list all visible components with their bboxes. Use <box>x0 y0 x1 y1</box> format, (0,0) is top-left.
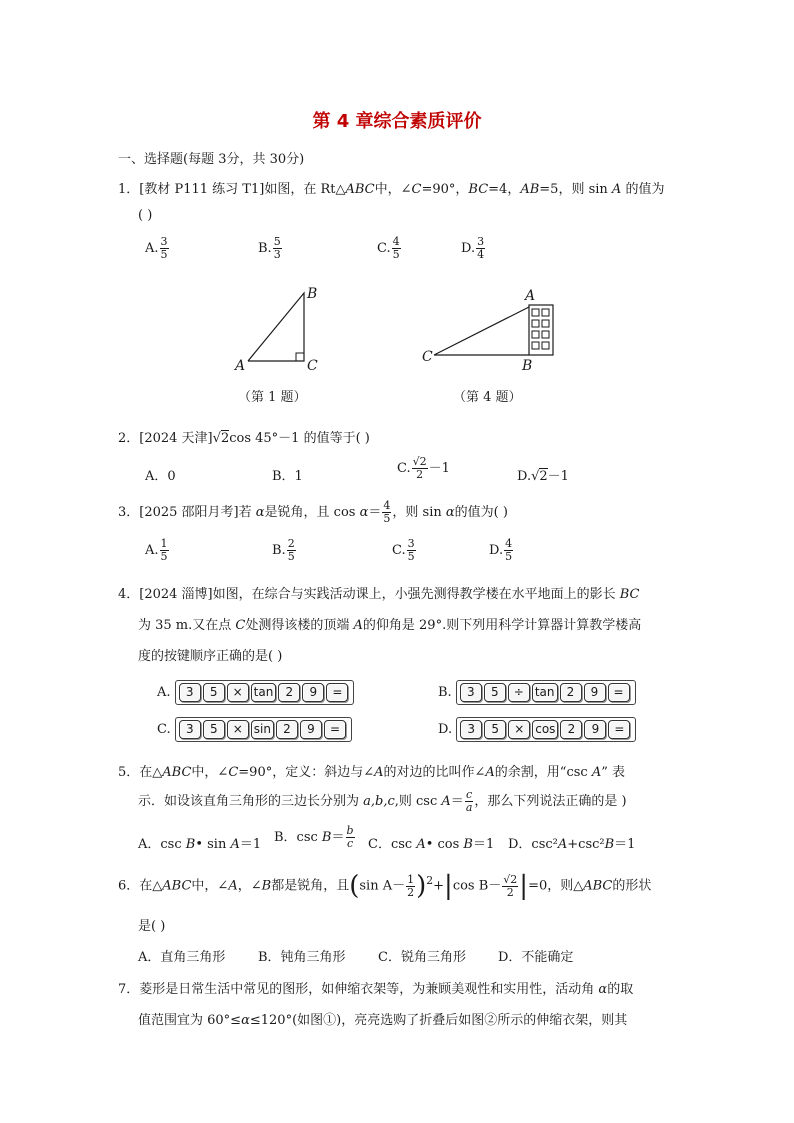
q5-angle: A <box>441 794 451 809</box>
q5-text: ＝ <box>450 794 464 809</box>
option-label: D. <box>489 543 504 558</box>
q3-text: ＝ <box>368 505 382 520</box>
option-d[interactable] <box>461 236 486 261</box>
option-text: D．csc² <box>508 837 558 852</box>
key-equals: = <box>324 720 346 739</box>
option-text: C．csc <box>368 837 417 852</box>
key-multiply: × <box>227 683 249 702</box>
q1-text: =4， <box>488 182 521 197</box>
key-equals: = <box>608 683 630 702</box>
option-d[interactable] <box>517 465 569 484</box>
denominator: 5 <box>383 512 391 525</box>
vertex-label-a: A <box>235 358 246 374</box>
numerator: 4 <box>505 537 513 550</box>
q5-text: ” 表 <box>601 765 625 780</box>
q5-angle: C <box>228 765 239 780</box>
q3-alpha: α <box>359 505 369 520</box>
q1-text: =5，则 sin <box>539 182 612 197</box>
option-b[interactable] <box>272 538 297 563</box>
numerator: 3 <box>407 537 415 550</box>
option-label: D. <box>438 722 453 737</box>
option-label: D. <box>461 241 476 256</box>
option-label: C. <box>157 722 171 737</box>
sqrt-symbol: √ <box>212 431 221 446</box>
question-6-line-1: 6．在△ABC中，∠A，∠B都是锐角，且(sin A－ $\frac{1}{2}$ )$^2$+|cos B－ $\frac{√2}{2}$ |=0，则△ABC的形状 <box>118 871 652 901</box>
q7-text: ≤120°(如图①)，亮亮选购了折叠后如图②所示的伸缩衣架，则其 <box>249 1013 628 1028</box>
option-b[interactable]: B．1 <box>272 469 303 484</box>
vertex-label-a: A <box>525 288 536 304</box>
option-var: A <box>557 837 568 852</box>
denominator: 5 <box>160 248 168 261</box>
option-text: • sin <box>195 837 231 852</box>
key-2: 2 <box>278 683 300 702</box>
numerator: 4 <box>383 499 391 512</box>
vertex-label-b: B <box>307 286 318 302</box>
key-sequence <box>175 680 355 705</box>
question-1-stem <box>118 178 664 197</box>
key-sequence <box>456 680 636 705</box>
q7-alpha: α <box>241 1013 250 1028</box>
sqrt-radicand: 2 <box>220 431 230 446</box>
q5-text: 的对边的比叫作∠ <box>383 765 486 780</box>
sqrt-symbol: √ <box>531 469 540 484</box>
denominator: 4 <box>477 248 485 261</box>
numerator: c <box>466 788 473 801</box>
numerator: 3 <box>477 235 485 248</box>
option-text: ＝1 <box>614 837 636 852</box>
question-3-stem <box>118 500 508 525</box>
option-label: B. <box>438 685 452 700</box>
denominator: 3 <box>273 248 281 261</box>
denominator: 5 <box>160 550 168 563</box>
key-multiply: × <box>227 720 249 739</box>
q4-segment: BC <box>619 587 640 602</box>
key-3: 3 <box>460 683 482 702</box>
q6-angle: A <box>228 878 238 894</box>
q5-text: ，那么下列说法正确的是 ) <box>474 794 627 809</box>
option-label: C. <box>397 461 411 476</box>
q5-triangle: ABC <box>162 765 192 780</box>
q4-text: 4．[2024 淄博]如图，在综合与实践活动课上，小强先测得教学楼在水平地面上的影长 <box>118 587 620 602</box>
q6-text: 中，∠ <box>191 878 229 894</box>
option-var: A <box>416 837 426 852</box>
q1-triangle: ABC <box>345 182 375 197</box>
question-5-line-1 <box>118 761 625 780</box>
q3-text: 3．[2025 邵阳月考]若 <box>118 505 256 520</box>
q6-text: 都是锐角，且 <box>271 878 350 894</box>
question-4-line-1 <box>118 583 640 602</box>
q5-text: 示．如设该直角三角形的三边长分别为 <box>138 794 364 809</box>
option-c[interactable] <box>397 456 450 481</box>
q4-text: 处测得该楼的顶端 <box>245 618 354 633</box>
q5-text: 的余割，用“csc <box>494 765 592 780</box>
option-c[interactable] <box>368 833 494 852</box>
q4-text: 为 35 m.又在点 <box>138 618 236 633</box>
question-7-line-2 <box>138 1009 627 1028</box>
q5-text: 5．在△ <box>118 765 163 780</box>
option-text: ＝ <box>331 830 345 845</box>
key-sequence <box>456 717 636 742</box>
q5-text: 中，∠ <box>191 765 229 780</box>
option-c[interactable]: C．锐角三角形 <box>378 950 466 965</box>
figure-1-caption: （第 1 题） <box>238 390 307 405</box>
key-equals: = <box>326 683 348 702</box>
vertex-label-c: C <box>307 358 318 374</box>
numerator: √2 <box>412 455 427 468</box>
q5-sides: a,b,c <box>363 794 395 809</box>
q4-point: C <box>235 618 246 633</box>
right-angle-mark <box>296 353 304 361</box>
denominator: 2 <box>506 885 514 899</box>
option-b[interactable]: B．钝角三角形 <box>258 950 346 965</box>
question-7-line-1 <box>118 978 633 997</box>
numerator: 1 <box>407 872 415 886</box>
close-paren: ) <box>416 871 427 901</box>
numerator: 3 <box>160 235 168 248</box>
q1-angle: C <box>411 182 422 197</box>
q6-triangle: ABC <box>583 878 613 894</box>
key-5: 5 <box>484 683 506 702</box>
q6-angle: B <box>261 878 272 894</box>
q3-alpha: α <box>255 505 265 520</box>
option-b[interactable] <box>258 236 283 261</box>
q5-text: =90°，定义：斜边与∠ <box>238 765 375 780</box>
option-label: A. <box>157 685 171 700</box>
option-text: ＝1 <box>239 837 262 852</box>
key-tan: tan <box>532 683 558 702</box>
key-5: 5 <box>203 720 225 739</box>
numerator: 1 <box>160 537 168 550</box>
q4-text: 的仰角是 29°.则下列用科学计算器计算教学楼高 <box>362 618 642 633</box>
key-2: 2 <box>560 720 582 739</box>
question-5-line-2 <box>138 789 627 814</box>
numerator: 4 <box>392 235 400 248</box>
q5-angle: A <box>591 765 602 780</box>
denominator: 5 <box>287 550 295 563</box>
question-4-line-2 <box>138 614 641 633</box>
numerator: 2 <box>287 537 295 550</box>
option-var: B <box>185 837 196 852</box>
key-3: 3 <box>179 683 201 702</box>
q1-segment: AB <box>520 182 540 197</box>
vertex-label-b: B <box>522 358 533 374</box>
option-text: • cos <box>425 837 464 852</box>
question-2-stem <box>118 427 370 446</box>
key-9: 9 <box>302 683 324 702</box>
triangle-outline <box>248 293 304 361</box>
q5-angle: A <box>374 765 384 780</box>
key-9: 9 <box>584 720 606 739</box>
option-b[interactable] <box>274 825 356 850</box>
denominator: 5 <box>505 550 513 563</box>
q5-angle: A <box>485 765 495 780</box>
answer-paren: ( ) <box>138 208 153 223</box>
option-tail: －1 <box>428 461 450 476</box>
option-a[interactable] <box>145 236 170 261</box>
option-a[interactable]: A．0 <box>145 469 176 484</box>
q6-triangle: ABC <box>162 878 192 894</box>
option-var: B <box>604 837 615 852</box>
option-c[interactable] <box>392 538 417 563</box>
vertex-label-c: C <box>422 349 433 365</box>
option-var: B <box>463 837 473 852</box>
option-label: A. <box>145 241 159 256</box>
section-heading: 一、选择题(每题 3分，共 30分) <box>118 152 305 167</box>
option-text: B．csc <box>274 830 322 845</box>
option-tail: －1 <box>547 469 569 484</box>
option-label: C. <box>392 543 406 558</box>
option-d[interactable] <box>489 538 514 563</box>
q3-text: 的值为( ) <box>454 505 508 520</box>
denominator: a <box>465 801 473 814</box>
option-a[interactable] <box>145 538 170 563</box>
q1-segment: BC <box>468 182 489 197</box>
q6-text: 6．在△ <box>118 878 163 894</box>
numerator: b <box>346 824 354 837</box>
key-9: 9 <box>584 683 606 702</box>
key-3: 3 <box>460 720 482 739</box>
option-label: B. <box>258 241 272 256</box>
sight-line <box>434 307 529 355</box>
key-9: 9 <box>300 720 322 739</box>
option-label: A. <box>145 543 159 558</box>
option-d[interactable] <box>438 717 636 742</box>
option-a[interactable] <box>157 680 354 705</box>
key-3: 3 <box>179 720 201 739</box>
key-cos: cos <box>532 720 558 739</box>
key-sequence <box>175 717 352 742</box>
option-c[interactable] <box>377 236 402 261</box>
q1-text: 的值为 <box>621 182 665 197</box>
key-sin: sin <box>251 720 274 739</box>
option-label: C. <box>377 241 391 256</box>
key-equals: = <box>608 720 630 739</box>
page-title: 第 4 章综合素质评价 <box>312 111 482 132</box>
key-5: 5 <box>203 683 225 702</box>
denominator: 2 <box>416 468 424 481</box>
sqrt-radicand: 2 <box>539 469 548 484</box>
q1-text: 中，∠ <box>374 182 412 197</box>
q3-alpha: α <box>445 505 455 520</box>
exponent: 2 <box>426 874 434 888</box>
numerator: √2 <box>503 872 518 886</box>
option-var: B <box>321 830 332 845</box>
key-multiply: × <box>508 720 530 739</box>
option-label: B. <box>272 543 286 558</box>
option-b[interactable] <box>438 680 636 705</box>
option-c[interactable] <box>157 717 352 742</box>
figure-4-building <box>420 285 565 365</box>
q5-text: ,则 csc <box>394 794 442 809</box>
key-2: 2 <box>560 683 582 702</box>
option-label: D. <box>517 469 532 484</box>
option-d[interactable]: D．不能确定 <box>498 950 574 965</box>
open-paren: ( <box>349 871 360 901</box>
q2-text: 2．[2024 天津] <box>118 431 213 446</box>
key-5: 5 <box>484 720 506 739</box>
option-var: A <box>230 837 240 852</box>
key-2: 2 <box>276 720 298 739</box>
q3-text: ，则 sin <box>392 505 446 520</box>
q6-text: ，∠ <box>237 878 262 894</box>
question-6-line-2: 是( ) <box>138 919 166 934</box>
figure-4-caption: （第 4 题） <box>453 390 522 405</box>
option-text: +csc² <box>567 837 605 852</box>
numerator: 5 <box>273 235 281 248</box>
key-divide: ÷ <box>508 683 530 702</box>
option-text: A．csc <box>138 837 186 852</box>
question-4-line-3: 度的按键顺序正确的是( ) <box>138 649 283 664</box>
denominator: 5 <box>392 248 400 261</box>
q7-text: 值范围宜为 60°≤ <box>138 1013 242 1028</box>
key-tan: tan <box>251 683 277 702</box>
q4-point: A <box>353 618 363 633</box>
q3-text: 是锐角，且 cos <box>264 505 360 520</box>
q7-alpha: α <box>598 982 608 997</box>
q2-text: cos 45°－1 的值等于( ) <box>229 431 370 446</box>
option-a[interactable] <box>138 833 261 852</box>
q6-cos-term: cos B－ <box>452 878 502 894</box>
q6-sin-term: sin A－ <box>359 878 406 894</box>
option-text: ＝1 <box>472 837 495 852</box>
abs-bar: | <box>444 871 453 901</box>
abs-bar: | <box>519 871 529 901</box>
q1-text: =90°， <box>421 182 469 197</box>
option-d[interactable] <box>508 833 635 852</box>
q6-text: 的形状 <box>612 878 652 894</box>
denominator: 5 <box>407 550 415 563</box>
option-a[interactable]: A．直角三角形 <box>138 950 226 965</box>
denominator: c <box>346 837 354 850</box>
q1-text: 1．[教材 P111 练习 T1]如图，在 Rt△ <box>118 182 346 197</box>
q7-text: 的取 <box>607 982 634 997</box>
q6-text: =0，则△ <box>528 878 584 894</box>
denominator: 2 <box>407 885 415 899</box>
q1-angle: A <box>611 182 622 197</box>
q7-text: 7．菱形是日常生活中常见的图形，如伸缩衣架等，为兼顾美观性和实用性，活动角 <box>118 982 599 997</box>
